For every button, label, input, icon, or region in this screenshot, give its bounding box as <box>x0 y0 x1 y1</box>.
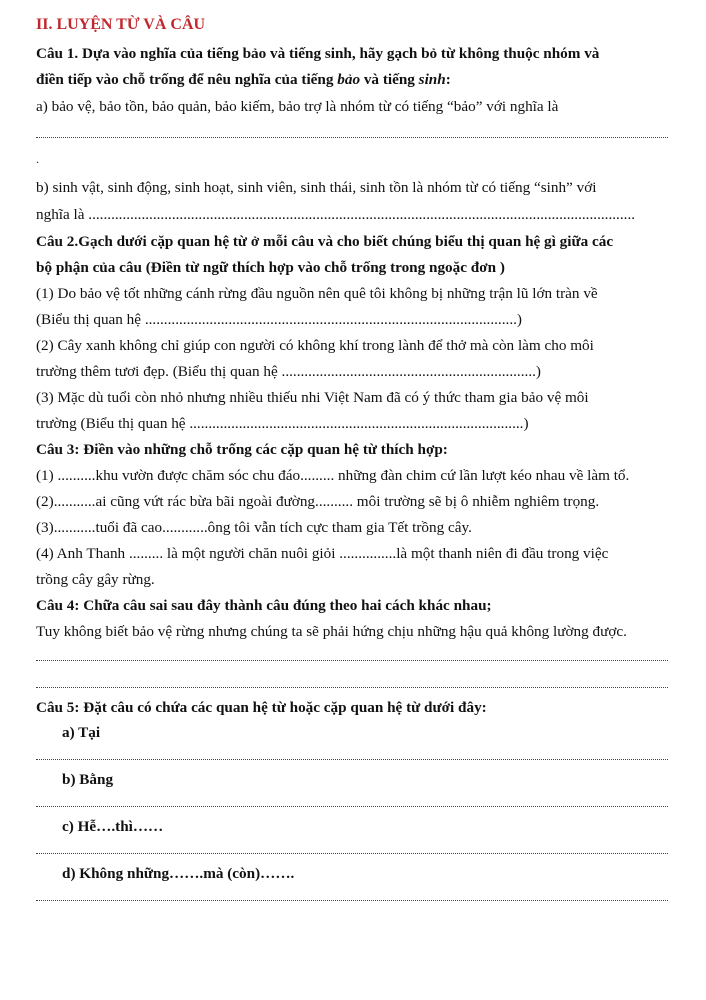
q4-instruction: Câu 4: Chữa câu sai sau đây thành câu đúng theo hai cách khác nhau; <box>36 597 492 614</box>
q5-item-c: c) Hễ….thì…… <box>62 818 164 835</box>
q4-answer-line-1[interactable] <box>36 660 668 661</box>
q1-line2-part-c: và tiếng <box>360 71 419 88</box>
q5-instruction: Câu 5: Đặt câu có chứa các quan hệ từ hoặc cặp quan hệ từ dưới đây: <box>36 699 487 716</box>
q5-a-answer-line[interactable] <box>36 759 668 760</box>
q2-sentence-2: (2) Cây xanh không chỉ giúp con người có không khí trong lành để thở mà còn làm cho môi <box>36 337 594 354</box>
q2-sentence-2-answer[interactable]: trường thêm tươi đẹp. (Biểu thị quan hệ ...................................................................) <box>36 363 541 380</box>
q1-line2-colon: : <box>445 71 451 88</box>
q5-d-answer-line[interactable] <box>36 900 668 901</box>
q1-part-a: a) bảo vệ, bảo tồn, bảo quản, bảo kiếm, bảo trợ là nhóm từ có tiếng “bảo” với nghĩa là <box>36 98 559 115</box>
q2-instruction-line2: bộ phận của câu (Điền từ ngữ thích hợp vào chỗ trống trong ngoặc đơn ) <box>36 259 505 276</box>
q3-sentence-4[interactable]: (4) Anh Thanh ......... là một người chăn nuôi giỏi ...............là một thanh niên đi đầu trong việc <box>36 545 609 562</box>
q1-a-answer-line[interactable] <box>36 137 668 138</box>
q4-answer-line-2[interactable] <box>36 687 668 688</box>
q2-instruction-line1: Câu 2.Gạch dưới cặp quan hệ từ ở mỗi câu và cho biết chúng biểu thị quan hệ gì giữa các <box>36 233 614 250</box>
q1-instruction-line1 <box>36 43 599 65</box>
q3-sentence-4-cont: trồng cây gây rừng. <box>36 571 155 588</box>
q2-sentence-3-answer[interactable]: trường (Biểu thị quan hệ ........................................................................................) <box>36 415 529 432</box>
q1-instruction-line2 <box>36 69 451 91</box>
q1-word-sinh: sinh <box>418 71 446 88</box>
q2-sentence-1: (1) Do bảo vệ tốt những cánh rừng đầu nguồn nên quê tôi không bị những trận lũ lớn tràn về <box>36 285 598 302</box>
q3-sentence-3[interactable]: (3)...........tuổi đã cao............ông tôi vẫn tích cực tham gia Tết trồng cây. <box>36 519 472 536</box>
q3-sentence-1[interactable]: (1) ..........khu vườn được chăm sóc chu đáo......... những đàn chim cứ lần lượt kéo nhau về làm tổ. <box>36 467 630 484</box>
q2-sentence-1-answer[interactable]: (Biểu thị quan hệ ..................................................................................................) <box>36 311 522 328</box>
q3-sentence-2[interactable]: (2)...........ai cũng vứt rác bừa bãi ngoài đường.......... môi trường sẽ bị ô nhiễm nghiêm trọng. <box>36 493 600 510</box>
q1-a-dot: . <box>36 152 39 166</box>
q5-item-b: b) Bằng <box>62 771 114 788</box>
q4-sentence: Tuy không biết bảo vệ rừng nhưng chúng ta sẽ phải hứng chịu những hậu quả không lường được. <box>36 623 627 640</box>
q1-line2-part-a: điền tiếp vào chỗ trống để nêu nghĩa của tiếng <box>36 71 338 88</box>
q1-instruction-text: . Dựa vào nghĩa của tiếng bảo và tiếng sinh, hãy gạch bỏ từ không thuộc nhóm và <box>74 45 600 62</box>
q5-item-d: d) Không những…….mà (còn)……. <box>62 865 295 882</box>
q5-b-answer-line[interactable] <box>36 806 668 807</box>
q1-label: Câu 1 <box>36 45 75 62</box>
q1-word-bao: bảo <box>337 71 361 88</box>
q5-item-a: a) Tại <box>62 724 101 741</box>
q2-sentence-3: (3) Mặc dù tuổi còn nhỏ nhưng nhiều thiếu nhi Việt Nam đã có ý thức tham gia bảo vệ môi <box>36 389 589 406</box>
q1-part-b: b) sinh vật, sinh động, sinh hoạt, sinh viên, sinh thái, sinh tồn là nhóm từ có tiếng “sinh” với <box>36 179 597 196</box>
section-title: II. LUYỆN TỪ VÀ CÂU <box>36 16 206 33</box>
q1-b-answer-line[interactable]: nghĩa là ................................................................................................................................................ <box>36 206 636 223</box>
q5-c-answer-line[interactable] <box>36 853 668 854</box>
q3-instruction: Câu 3: Điền vào những chỗ trống các cặp quan hệ từ thích hợp: <box>36 441 448 458</box>
